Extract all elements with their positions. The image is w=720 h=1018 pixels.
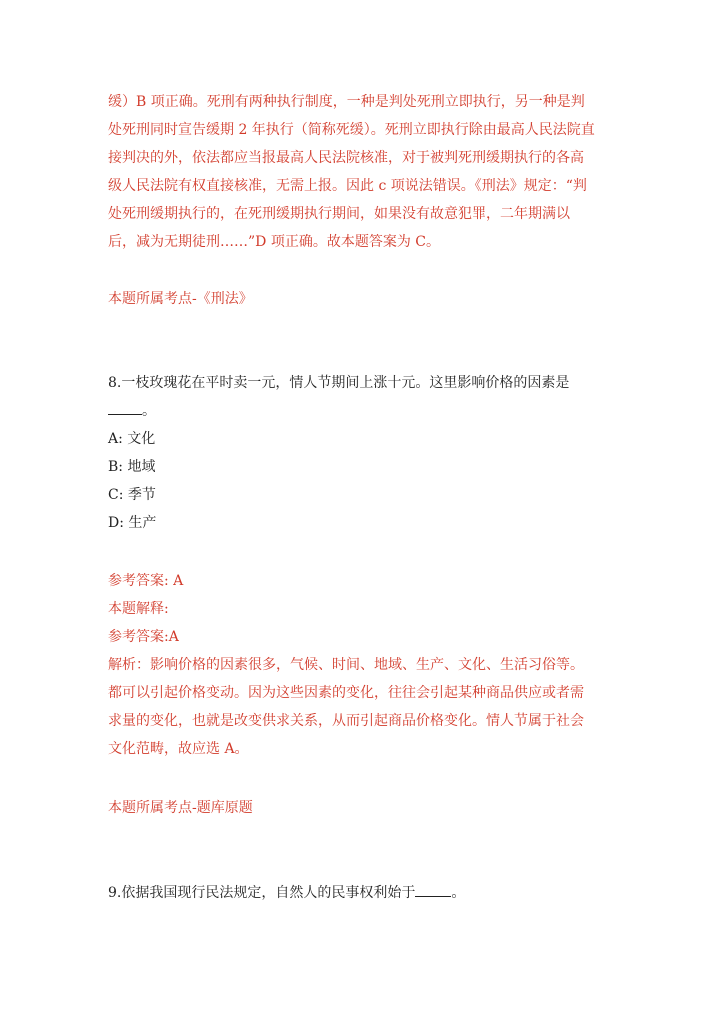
reference-answer-repeat: 参考答案:A <box>108 629 179 645</box>
question-8-stem-end: 。 <box>142 403 156 419</box>
option-c: C: 季节 <box>108 487 156 503</box>
option-b: B: 地域 <box>108 459 156 475</box>
explanation-heading: 本题解释: <box>108 601 169 617</box>
explanation-line: 都可以引起价格变动。因为这些因素的变化，往往会引起某种商品供应或者需 <box>108 685 584 701</box>
question-9-stem: 9.依据我国现行民法规定，自然人的民事权利始于 <box>108 885 416 901</box>
prev-explanation-line: 缓）B 项正确。死刑有两种执行制度，一种是判处死刑立即执行，另一种是判 <box>108 94 585 110</box>
prev-explanation-line: 接判决的外，依法都应当报最高人民法院核准，对于被判死刑缓期执行的各高 <box>108 150 584 166</box>
question-8-stem-blank-line <box>108 397 608 425</box>
answer-blank <box>108 398 142 415</box>
question-8-topic-text: 本题所属考点-题库原题 <box>108 800 253 816</box>
prev-explanation <box>108 88 608 256</box>
prev-explanation-line: 后，减为无期徒刑……”D 项正确。故本题答案为 C。 <box>108 234 440 250</box>
reference-answer: 参考答案: A <box>108 573 184 589</box>
explanation-line: 文化范畴，故应选 A。 <box>108 741 249 757</box>
question-9-stem-end: 。 <box>451 885 466 901</box>
prev-topic-text: 本题所属考点-《刑法》 <box>108 291 253 307</box>
option-d: D: 生产 <box>108 515 157 531</box>
option-a: A: 文化 <box>108 431 156 447</box>
explanation-line: 求量的变化，也就是改变供求关系，从而引起商品价格变化。情人节属于社会 <box>108 713 584 729</box>
prev-topic <box>108 285 608 313</box>
question-8 <box>108 369 608 537</box>
prev-explanation-line: 处死刑缓期执行的，在死刑缓期执行期间，如果没有故意犯罪，二年期满以 <box>108 206 570 222</box>
answer-blank <box>415 880 451 897</box>
explanation-line: 解析：影响价格的因素很多，气候、时间、地域、生产、文化、生活习俗等。 <box>108 657 584 673</box>
question-8-answer-section <box>108 567 608 763</box>
question-8-stem: 8.一枝玫瑰花在平时卖一元，情人节期间上涨十元。这里影响价格的因素是 <box>108 375 570 391</box>
question-8-topic <box>108 794 608 822</box>
prev-explanation-line: 处死刑同时宣告缓期 2 年执行（简称死缓）。死刑立即执行除由最高人民法院直 <box>108 122 595 138</box>
question-9 <box>108 879 608 907</box>
prev-explanation-line: 级人民法院有权直接核准，无需上报。因此 c 项说法错误。《刑法》规定：“判 <box>108 178 587 194</box>
question-9-stem-line <box>108 879 608 907</box>
